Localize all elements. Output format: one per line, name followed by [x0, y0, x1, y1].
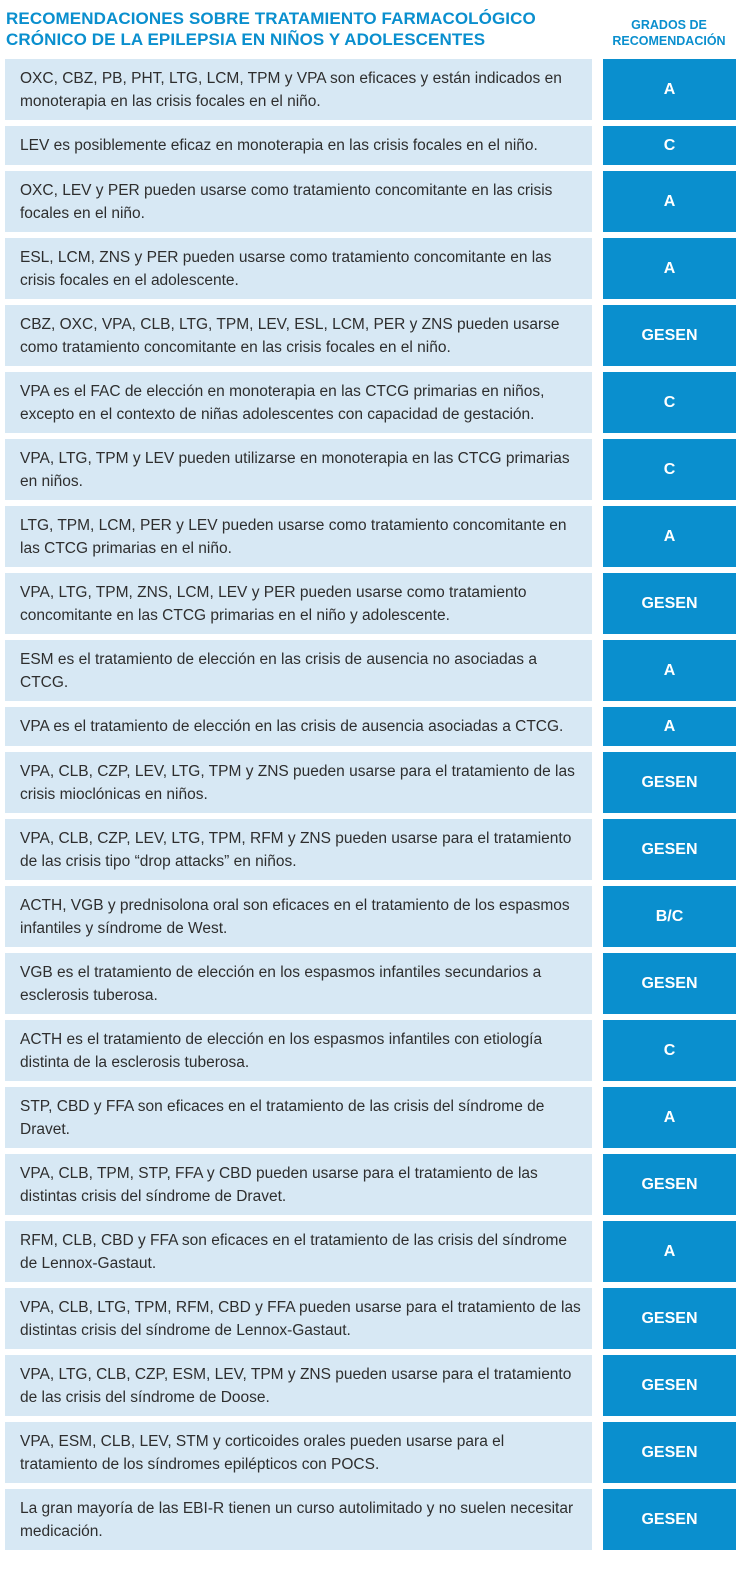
table-row [5, 1288, 736, 1349]
grade-badge: A [603, 640, 736, 701]
table-row [5, 59, 736, 120]
table-row [5, 1422, 736, 1483]
recommendation-text: VPA, ESM, CLB, LEV, STM y corticoides orales pueden usarse para el tratamiento de los síndromes epilépticos con POCS. [5, 1422, 592, 1483]
recommendation-text: OXC, LEV y PER pueden usarse como tratamiento concomitante en las crisis focales en el niño. [5, 171, 592, 232]
recommendation-text: VGB es el tratamiento de elección en los espasmos infantiles secundarios a esclerosis tuberosa. [5, 953, 592, 1014]
recommendations-table [5, 59, 736, 1556]
table-row [5, 640, 736, 701]
table-row [5, 707, 736, 746]
table-row [5, 126, 736, 165]
recommendation-text: ESM es el tratamiento de elección en las crisis de ausencia no asociadas a CTCG. [5, 640, 592, 701]
grade-badge: C [603, 372, 736, 433]
grade-badge: B/C [603, 886, 736, 947]
recommendation-text: La gran mayoría de las EBI-R tienen un curso autolimitado y no suelen necesitar medicación. [5, 1489, 592, 1550]
recommendation-text: ACTH es el tratamiento de elección en los espasmos infantiles con etiología distinta de la esclerosis tuberosa. [5, 1020, 592, 1081]
recommendation-text: OXC, CBZ, PB, PHT, LTG, LCM, TPM y VPA son eficaces y están indicados en monoterapia en las crisis focales en el niño. [5, 59, 592, 120]
grade-badge: A [603, 238, 736, 299]
grade-badge: A [603, 171, 736, 232]
table-row [5, 238, 736, 299]
grade-badge: GESEN [603, 1288, 736, 1349]
table-row [5, 372, 736, 433]
table-row [5, 1221, 736, 1282]
table-row [5, 886, 736, 947]
grade-badge: A [603, 59, 736, 120]
recommendation-text: CBZ, OXC, VPA, CLB, LTG, TPM, LEV, ESL, LCM, PER y ZNS pueden usarse como tratamiento concomitante en las crisis focales en el niño. [5, 305, 592, 366]
recommendation-text: RFM, CLB, CBD y FFA son eficaces en el tratamiento de las crisis del síndrome de Lennox-Gastaut. [5, 1221, 592, 1282]
table-row [5, 305, 736, 366]
recommendation-text: VPA es el FAC de elección en monoterapia en las CTCG primarias en niños, excepto en el contexto de niñas adolescentes con capacidad de gestación. [5, 372, 592, 433]
recommendation-text: VPA, CLB, CZP, LEV, LTG, TPM y ZNS pueden usarse para el tratamiento de las crisis mioclónicas en niños. [5, 752, 592, 813]
grade-badge: A [603, 1087, 736, 1148]
table-row [5, 1489, 736, 1550]
recommendation-text: LTG, TPM, LCM, PER y LEV pueden usarse como tratamiento concomitante en las CTCG primarias en el niño. [5, 506, 592, 567]
grade-badge: GESEN [603, 1355, 736, 1416]
recommendation-text: VPA, LTG, TPM y LEV pueden utilizarse en monoterapia en las CTCG primarias en niños. [5, 439, 592, 500]
recommendation-text: STP, CBD y FFA son eficaces en el tratamiento de las crisis del síndrome de Dravet. [5, 1087, 592, 1148]
grade-badge: GESEN [603, 1154, 736, 1215]
grade-badge: C [603, 126, 736, 165]
table-row [5, 752, 736, 813]
grade-badge: GESEN [603, 305, 736, 366]
table-row [5, 506, 736, 567]
grades-column-header: GRADOS DE RECOMENDACIÓN [612, 18, 726, 48]
grade-badge: A [603, 707, 736, 746]
recommendation-text: VPA, CLB, LTG, TPM, RFM, CBD y FFA pueden usarse para el tratamiento de las distintas crisis del síndrome de Lennox-Gastaut. [5, 1288, 592, 1349]
grade-badge: GESEN [603, 573, 736, 634]
table-row [5, 1154, 736, 1215]
table-header [0, 0, 750, 56]
table-row [5, 573, 736, 634]
table-title: RECOMENDACIONES SOBRE TRATAMIENTO FARMACOLÓGICO CRÓNICO DE LA EPILEPSIA EN NIÑOS Y ADOLESCENTES [6, 9, 536, 49]
table-row [5, 1087, 736, 1148]
table-row [5, 1355, 736, 1416]
grade-badge: GESEN [603, 953, 736, 1014]
recommendation-text: VPA es el tratamiento de elección en las crisis de ausencia asociadas a CTCG. [5, 707, 592, 746]
recommendation-text: ESL, LCM, ZNS y PER pueden usarse como tratamiento concomitante en las crisis focales en el adolescente. [5, 238, 592, 299]
table-row [5, 819, 736, 880]
recommendation-text: VPA, CLB, TPM, STP, FFA y CBD pueden usarse para el tratamiento de las distintas crisis del síndrome de Dravet. [5, 1154, 592, 1215]
table-row [5, 1020, 736, 1081]
grade-badge: GESEN [603, 819, 736, 880]
recommendation-text: VPA, LTG, CLB, CZP, ESM, LEV, TPM y ZNS pueden usarse para el tratamiento de las crisis del síndrome de Doose. [5, 1355, 592, 1416]
grade-badge: C [603, 1020, 736, 1081]
recommendation-text: VPA, CLB, CZP, LEV, LTG, TPM, RFM y ZNS pueden usarse para el tratamiento de las crisis tipo “drop attacks” en niños. [5, 819, 592, 880]
grade-badge: GESEN [603, 752, 736, 813]
grade-badge: A [603, 506, 736, 567]
grade-badge: C [603, 439, 736, 500]
recommendation-text: ACTH, VGB y prednisolona oral son eficaces en el tratamiento de los espasmos infantiles y síndrome de West. [5, 886, 592, 947]
recommendation-text: LEV es posiblemente eficaz en monoterapia en las crisis focales en el niño. [5, 126, 592, 165]
table-row [5, 953, 736, 1014]
grade-badge: GESEN [603, 1422, 736, 1483]
recommendation-text: VPA, LTG, TPM, ZNS, LCM, LEV y PER pueden usarse como tratamiento concomitante en las CTCG primarias en el niño y adolescente. [5, 573, 592, 634]
grade-badge: A [603, 1221, 736, 1282]
table-row [5, 439, 736, 500]
table-row [5, 171, 736, 232]
grade-badge: GESEN [603, 1489, 736, 1550]
